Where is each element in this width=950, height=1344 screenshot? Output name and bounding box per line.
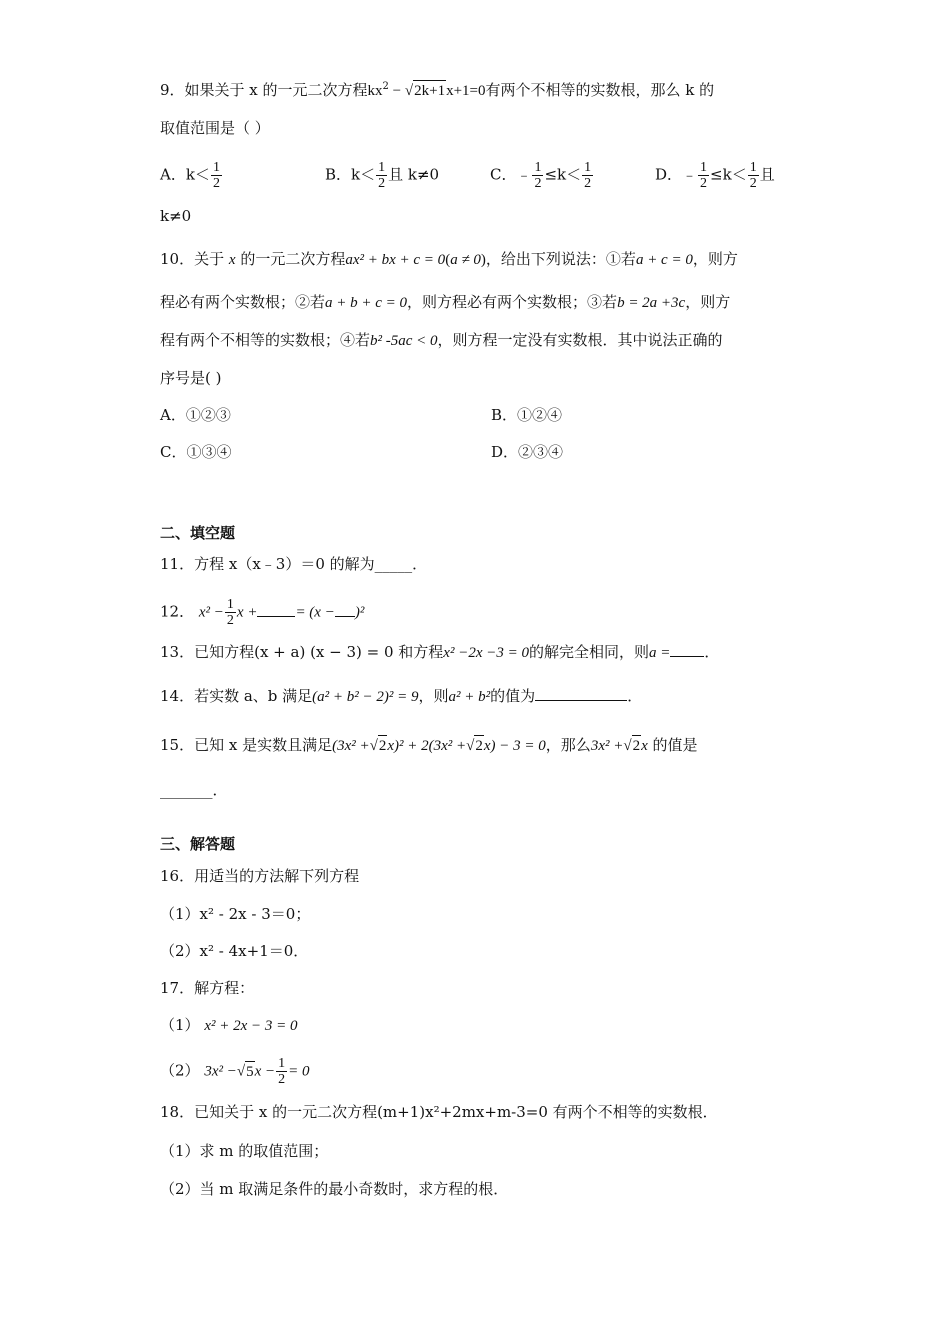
q18-title: 18．已知关于 x 的一元二次方程(m+1)x²+2mx+m-3=0 有两个不相等的实数根．	[160, 1103, 718, 1121]
q9-suffix: 有两个不相等的实数根，那么 k 的	[485, 81, 715, 99]
answer-blank[interactable]	[670, 642, 704, 657]
q14: 14．若实数 a、b 满足(a² + b² − 2)² = 9，则a² + b²的值为 ．	[160, 687, 643, 705]
fraction-half: $\frac{1}{2}$	[226, 597, 234, 628]
section-heading-fill-in: 二、填空题	[160, 524, 236, 542]
q9-option-d[interactable]: D．﹣ $\frac{1}{2}$ ≤k＜ $\frac{1}{2}$ 且	[655, 160, 775, 191]
section-heading-solve: 三、解答题	[160, 835, 236, 853]
answer-blank[interactable]	[335, 602, 355, 617]
answer-blank[interactable]	[535, 686, 627, 701]
q16-part1: （1）x² - 2x - 3＝0；	[160, 905, 311, 923]
q11: 11．方程 x（x﹣3）＝0 的解为_____．	[160, 555, 428, 573]
q16-part2: （2）x² - 4x+1＝0．	[160, 942, 309, 960]
q9-eq-b: 2k+1	[413, 80, 446, 101]
fraction-half: $\frac{1}{2}$	[700, 160, 708, 191]
q10-option-b[interactable]: B．①②④	[491, 406, 563, 424]
q18-part2: （2）当 m 取满足条件的最小奇数时，求方程的根．	[160, 1180, 509, 1198]
q18-part1: （1）求 m 的取值范围；	[160, 1142, 329, 1160]
q15-line1: 15．已知 x 是实数且满足(3x² +√2x)² + 2(3x² +√2x) − 3 = 0，那么3x² +√2x 的值是	[160, 736, 698, 754]
q10-option-a[interactable]: A．①②③	[160, 406, 231, 424]
q10-option-c[interactable]: C．①③④	[160, 443, 232, 461]
q15-line2: _______．	[160, 781, 228, 799]
q10-line2: 程必有两个实数根；②若a + b + c = 0，则方程必有两个实数根；③若b = 2a +3c，则方	[160, 293, 731, 311]
q16-title: 16．用适当的方法解下列方程	[160, 867, 360, 885]
q9-option-c[interactable]: C．﹣ $\frac{1}{2}$ ≤k＜ $\frac{1}{2}$	[490, 160, 592, 191]
q9-line1: 9．如果关于 x 的一元二次方程$kx^2 - √2k+1x+1=0$有两个不相等的实数根，那么 k 的	[160, 81, 715, 99]
q9-option-b[interactable]: B．k＜ $\frac{1}{2}$ 且 k≠0	[325, 160, 440, 191]
fraction-half: $\frac{1}{2}$	[278, 1056, 286, 1087]
q12: 12． x² − $\frac{1}{2}$ x + = (x − )²	[160, 597, 365, 628]
answer-blank[interactable]	[257, 602, 295, 617]
q17-part2: （2） 3x² −√5x − $\frac{1}{2}$ = 0	[160, 1056, 310, 1087]
q9-option-d-wrap: k≠0	[160, 207, 192, 225]
q10-line1: 10．关于 x 的一元二次方程ax² + bx + c = 0(a ≠ 0)，给出下列说法：①若a + c = 0，则方	[160, 250, 738, 268]
q17-part1: （1） x² + 2x − 3 = 0	[160, 1016, 298, 1034]
q9-eq-c: x+1=0	[446, 83, 486, 99]
fraction-half: $\frac{1}{2}$	[584, 160, 592, 191]
q9-line2: 取值范围是（ ）	[160, 119, 270, 137]
q10-line4: 序号是( )	[160, 369, 222, 387]
q17-title: 17．解方程：	[160, 979, 255, 997]
q10-line3: 程有两个不相等的实数根；④若b² -5ac < 0，则方程一定没有实数根．其中说法正确的	[160, 331, 723, 349]
fraction-half: $\frac{1}{2}$	[378, 160, 386, 191]
fraction-half: $\frac{1}{2}$	[212, 160, 220, 191]
q13: 13．已知方程(x + a) (x − 3) = 0 和方程x² −2x −3 = 0的解完全相同，则a = ．	[160, 643, 720, 661]
q9-option-a[interactable]: A．k＜ $\frac{1}{2}$	[160, 160, 220, 191]
q10-option-d[interactable]: D．②③④	[491, 443, 564, 461]
q9-eq-a: kx	[367, 83, 383, 99]
q9-prefix: 9．如果关于 x 的一元二次方程	[160, 81, 368, 99]
fraction-half: $\frac{1}{2}$	[749, 160, 757, 191]
fraction-half: $\frac{1}{2}$	[534, 160, 542, 191]
